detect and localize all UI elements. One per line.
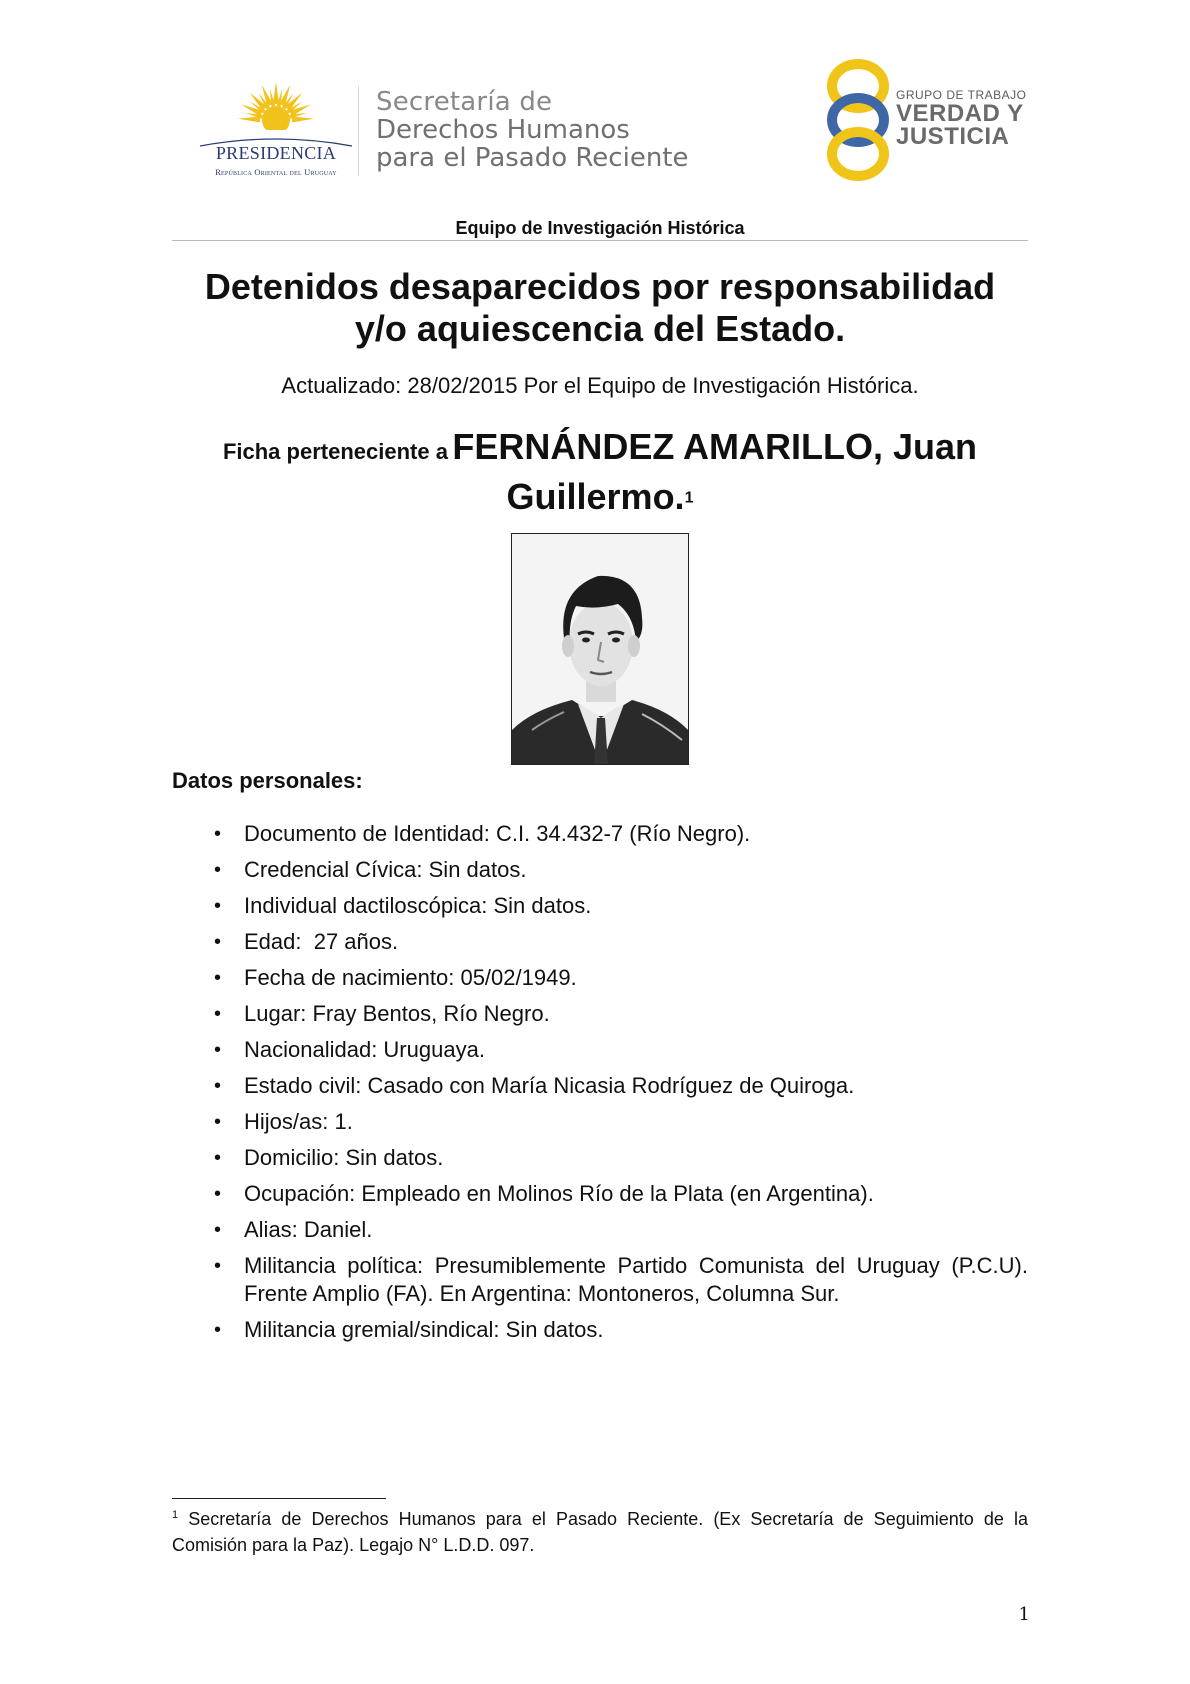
list-item: • Lugar: Fray Bentos, Río Negro. [214, 1001, 550, 1026]
list-item: • Estado civil: Casado con María Nicasia Rodríguez de Quiroga. [214, 1073, 855, 1098]
ficha-label: Ficha perteneciente a [222, 439, 448, 464]
bullet-icon: • [214, 1075, 222, 1097]
presidencia-subtitle: República Oriental del Uruguay [215, 167, 337, 177]
vyj-line-2: JUSTICIA [896, 123, 1010, 150]
footnote-number: 1 [172, 1509, 179, 1521]
bullet-icon: • [214, 1147, 222, 1169]
list-item: • Individual dactiloscópica: Sin datos. [214, 893, 592, 918]
portrait-image [512, 534, 689, 765]
person-name-line-2: Guillermo. [506, 476, 685, 517]
list-item: • Edad: 27 años. [214, 929, 399, 954]
list-item: • Alias: Daniel. [214, 1217, 373, 1242]
bullet-icon: • [214, 1183, 222, 1205]
list-item: • Hijos/as: 1. [214, 1109, 353, 1134]
secretaria-line-1: Secretaría de [376, 87, 553, 117]
bullet-icon: • [214, 931, 222, 953]
list-item: • Militancia política: Presumiblemente Partido Comunista del Uruguay (P.C.U). Frente Amplio (FA). En Argentina: Montoneros, Columna Sur. [214, 1253, 1028, 1306]
footnote-text: Secretaría de Derechos Humanos para el Pasado Reciente. (Ex Secretaría de Seguimiento de la Comisión para la Paz). Legajo N° L.D.D. 097. [172, 1509, 1028, 1555]
title-line-1: Detenidos desaparecidos por responsabilidad [204, 266, 996, 307]
personal-data-list [208, 820, 1028, 1352]
presidencia-word: PRESIDENCIA [215, 143, 337, 163]
bullet-icon: • [214, 1003, 222, 1025]
list-item: • Militancia gremial/sindical: Sin datos. [214, 1317, 604, 1342]
list-item: • Nacionalidad: Uruguaya. [214, 1037, 485, 1062]
logo-divider [358, 86, 359, 176]
title-line-2: y/o aquiescencia del Estado. [354, 308, 846, 349]
updated-line: Actualizado: 28/02/2015 Por el Equipo de Investigación Histórica. [281, 373, 919, 398]
bullet-icon: • [214, 859, 222, 881]
page-number: 1 [1018, 1604, 1030, 1625]
vyj-small-text: GRUPO DE TRABAJO [896, 88, 1027, 102]
verdad-justicia-logo [822, 56, 1027, 184]
portrait-photo [511, 533, 689, 765]
bullet-icon: • [214, 895, 222, 917]
team-heading: Equipo de Investigación Histórica [455, 218, 745, 238]
footnote-rule [172, 1498, 386, 1499]
personal-data-heading: Datos personales: [172, 768, 363, 793]
bullet-icon: • [214, 1219, 222, 1241]
bullet-icon: • [214, 1111, 222, 1133]
list-item: • Credencial Cívica: Sin datos. [214, 857, 527, 882]
list-item: • Documento de Identidad: C.I. 34.432-7 (Río Negro). [214, 821, 751, 846]
bullet-icon: • [214, 967, 222, 989]
secretaria-line-3: para el Pasado Reciente [376, 143, 689, 173]
ficha-heading [172, 426, 1028, 526]
list-item: • Fecha de nacimiento: 05/02/1949. [214, 965, 577, 990]
vyj-line-1: VERDAD Y [896, 100, 1024, 127]
bullet-icon: • [214, 1255, 222, 1277]
header-rule [172, 240, 1028, 241]
presidencia-logo [196, 80, 356, 180]
bullet-icon: • [214, 1039, 222, 1061]
footnote [172, 1506, 1028, 1558]
bullet-icon: • [214, 823, 222, 845]
list-item: • Ocupación: Empleado en Molinos Río de la Plata (en Argentina). [214, 1181, 874, 1206]
list-item: • Domicilio: Sin datos. [214, 1145, 444, 1170]
secretaria-line-2: Derechos Humanos [376, 115, 630, 145]
bullet-icon: • [214, 1319, 222, 1341]
secretaria-logo [376, 88, 736, 172]
linked-rings-icon [822, 56, 896, 184]
person-name-line-1: FERNÁNDEZ AMARILLO, Juan [452, 426, 978, 467]
document-title [172, 266, 1028, 350]
footnote-ref: 1 [684, 489, 694, 507]
